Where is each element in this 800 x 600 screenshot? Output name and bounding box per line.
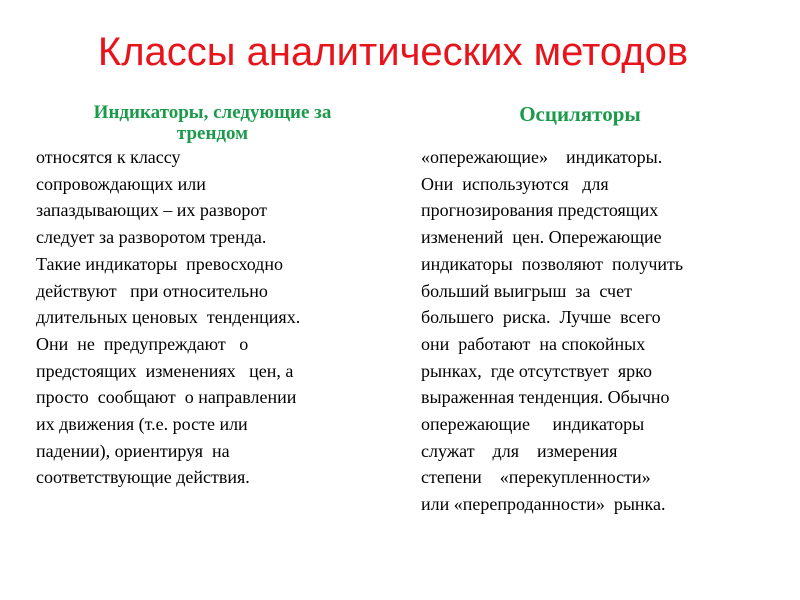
left-column-heading: Индикаторы, следующие за трендом xyxy=(93,102,332,144)
slide-title: Классы аналитических методов xyxy=(97,30,689,74)
right-column-body: «опережающие» индикаторы. Они используются для прогнозирования предстоящих изменений цен. Опережающие индикаторы позволяют получить больший выигрыш за счет большего риска. Лучше всего они работают на спокойных рынках, где отсутствует ярко выраженная тенденция. Обычно опережающие индикаторы служат для измерения степени «перекупленности» или «перепроданности» рынка. xyxy=(421,147,684,515)
left-column-body: относятся к классу сопровождающих или запаздывающих – их разворот следует за разворотом тренда. Такие индикаторы превосходно действуют при относительно длительных ценовых тенденциях. Они не предупреждают о предстоящих изменениях цен, а просто сообщают о направлении их движения (т.е. росте или падении), ориентируя на соответствующие действия. xyxy=(36,147,301,488)
right-column-heading: Осциляторы xyxy=(519,102,641,126)
